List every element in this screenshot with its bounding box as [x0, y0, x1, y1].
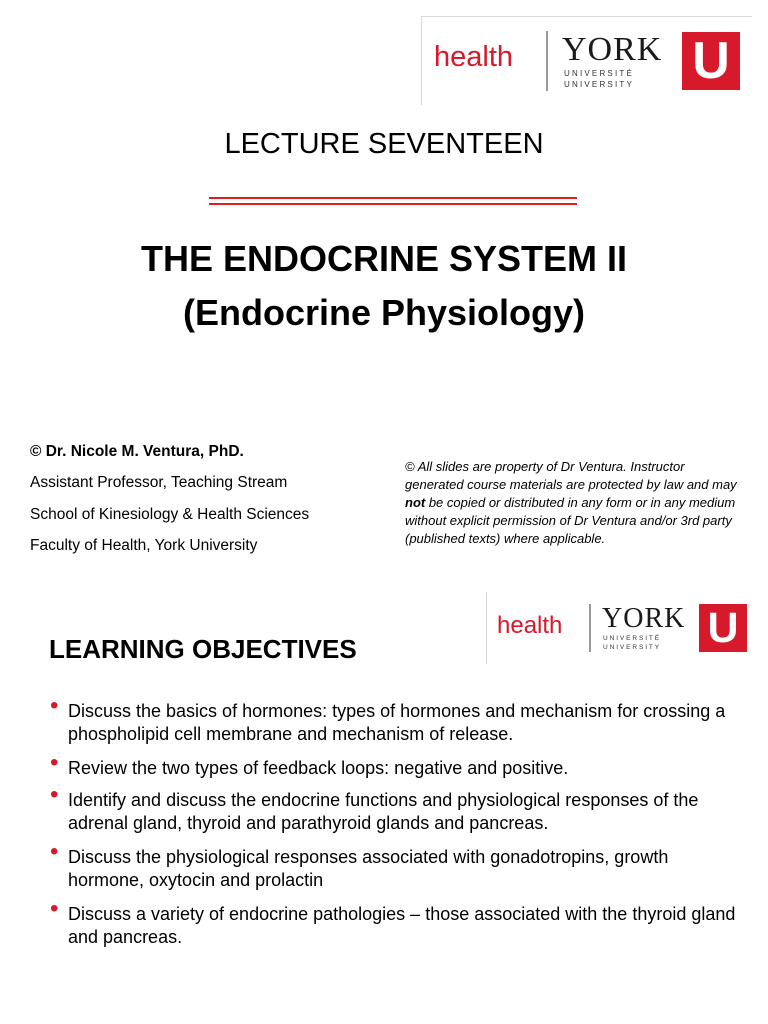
- objective-text: Discuss the basics of hormones: types of hormones and mechanism for crossing a phospholipid cell membrane and mechanism of release.: [68, 701, 726, 744]
- notice-emphasis: not: [405, 495, 426, 510]
- logo-york-text: YORK: [602, 603, 686, 634]
- lecture-number: LECTURE SEVENTEEN: [224, 128, 544, 160]
- bullet-dot-icon: •: [50, 692, 59, 719]
- bullet-dot-icon: •: [50, 838, 59, 865]
- objectives-list: [48, 692, 748, 949]
- list-item: [48, 749, 748, 780]
- york-u-icon: U: [699, 604, 747, 652]
- objective-text: Identify and discuss the endocrine functions and physiological responses of the adrenal gland, thyroid and parathyroid glands and pancreas.: [68, 790, 699, 833]
- main-title-line2: (Endocrine Physiology): [182, 292, 586, 333]
- york-u-icon: U: [682, 32, 740, 90]
- logo-separator: [589, 604, 591, 652]
- notice-text-part1: © All slides are property of Dr Ventura. Instructor generated course materials are protected by law and may: [405, 459, 737, 492]
- logo-universite-text: UNIVERSITÉ: [564, 69, 635, 78]
- divider-rule-top: [209, 197, 577, 199]
- list-item: [48, 838, 748, 892]
- notice-text-part2: be copied or distributed in any form or in any medium without explicit permission of Dr Ventura and/or 3rd party (published texts) where applicable.: [405, 495, 736, 546]
- author-faculty: Faculty of Health, York University: [30, 537, 258, 554]
- logo-universite-text: UNIVERSITÉ: [603, 635, 662, 642]
- bullet-dot-icon: •: [50, 749, 59, 776]
- logo-health-text: health: [434, 41, 514, 73]
- york-health-logo: [421, 16, 752, 105]
- objective-text: Review the two types of feedback loops: negative and positive.: [68, 758, 569, 778]
- list-item: [48, 781, 748, 835]
- author-name: © Dr. Nicole M. Ventura, PhD.: [30, 443, 244, 460]
- divider-rule-bottom: [209, 203, 577, 205]
- objective-text: Discuss a variety of endocrine pathologies – those associated with the thyroid gland and pancreas.: [68, 904, 736, 947]
- logo-health-text: health: [497, 612, 563, 639]
- learning-objectives-heading: LEARNING OBJECTIVES: [49, 634, 357, 664]
- author-school: School of Kinesiology & Health Sciences: [30, 506, 310, 523]
- list-item: [48, 895, 748, 949]
- bullet-dot-icon: •: [50, 781, 59, 808]
- main-title-line1: THE ENDOCRINE SYSTEM II: [140, 238, 628, 279]
- logo-university-text: UNIVERSITY: [603, 644, 662, 651]
- york-health-logo-slide2: [486, 592, 757, 664]
- bullet-dot-icon: •: [50, 895, 59, 922]
- objective-text: Discuss the physiological responses associated with gonadotropins, growth hormone, oxytocin and prolactin: [68, 847, 669, 890]
- author-position: Assistant Professor, Teaching Stream: [30, 474, 288, 491]
- logo-york-text: YORK: [562, 31, 663, 68]
- logo-university-text: UNIVERSITY: [564, 80, 635, 89]
- copyright-notice: [405, 458, 740, 548]
- list-item: [48, 692, 748, 746]
- logo-separator: [546, 31, 548, 91]
